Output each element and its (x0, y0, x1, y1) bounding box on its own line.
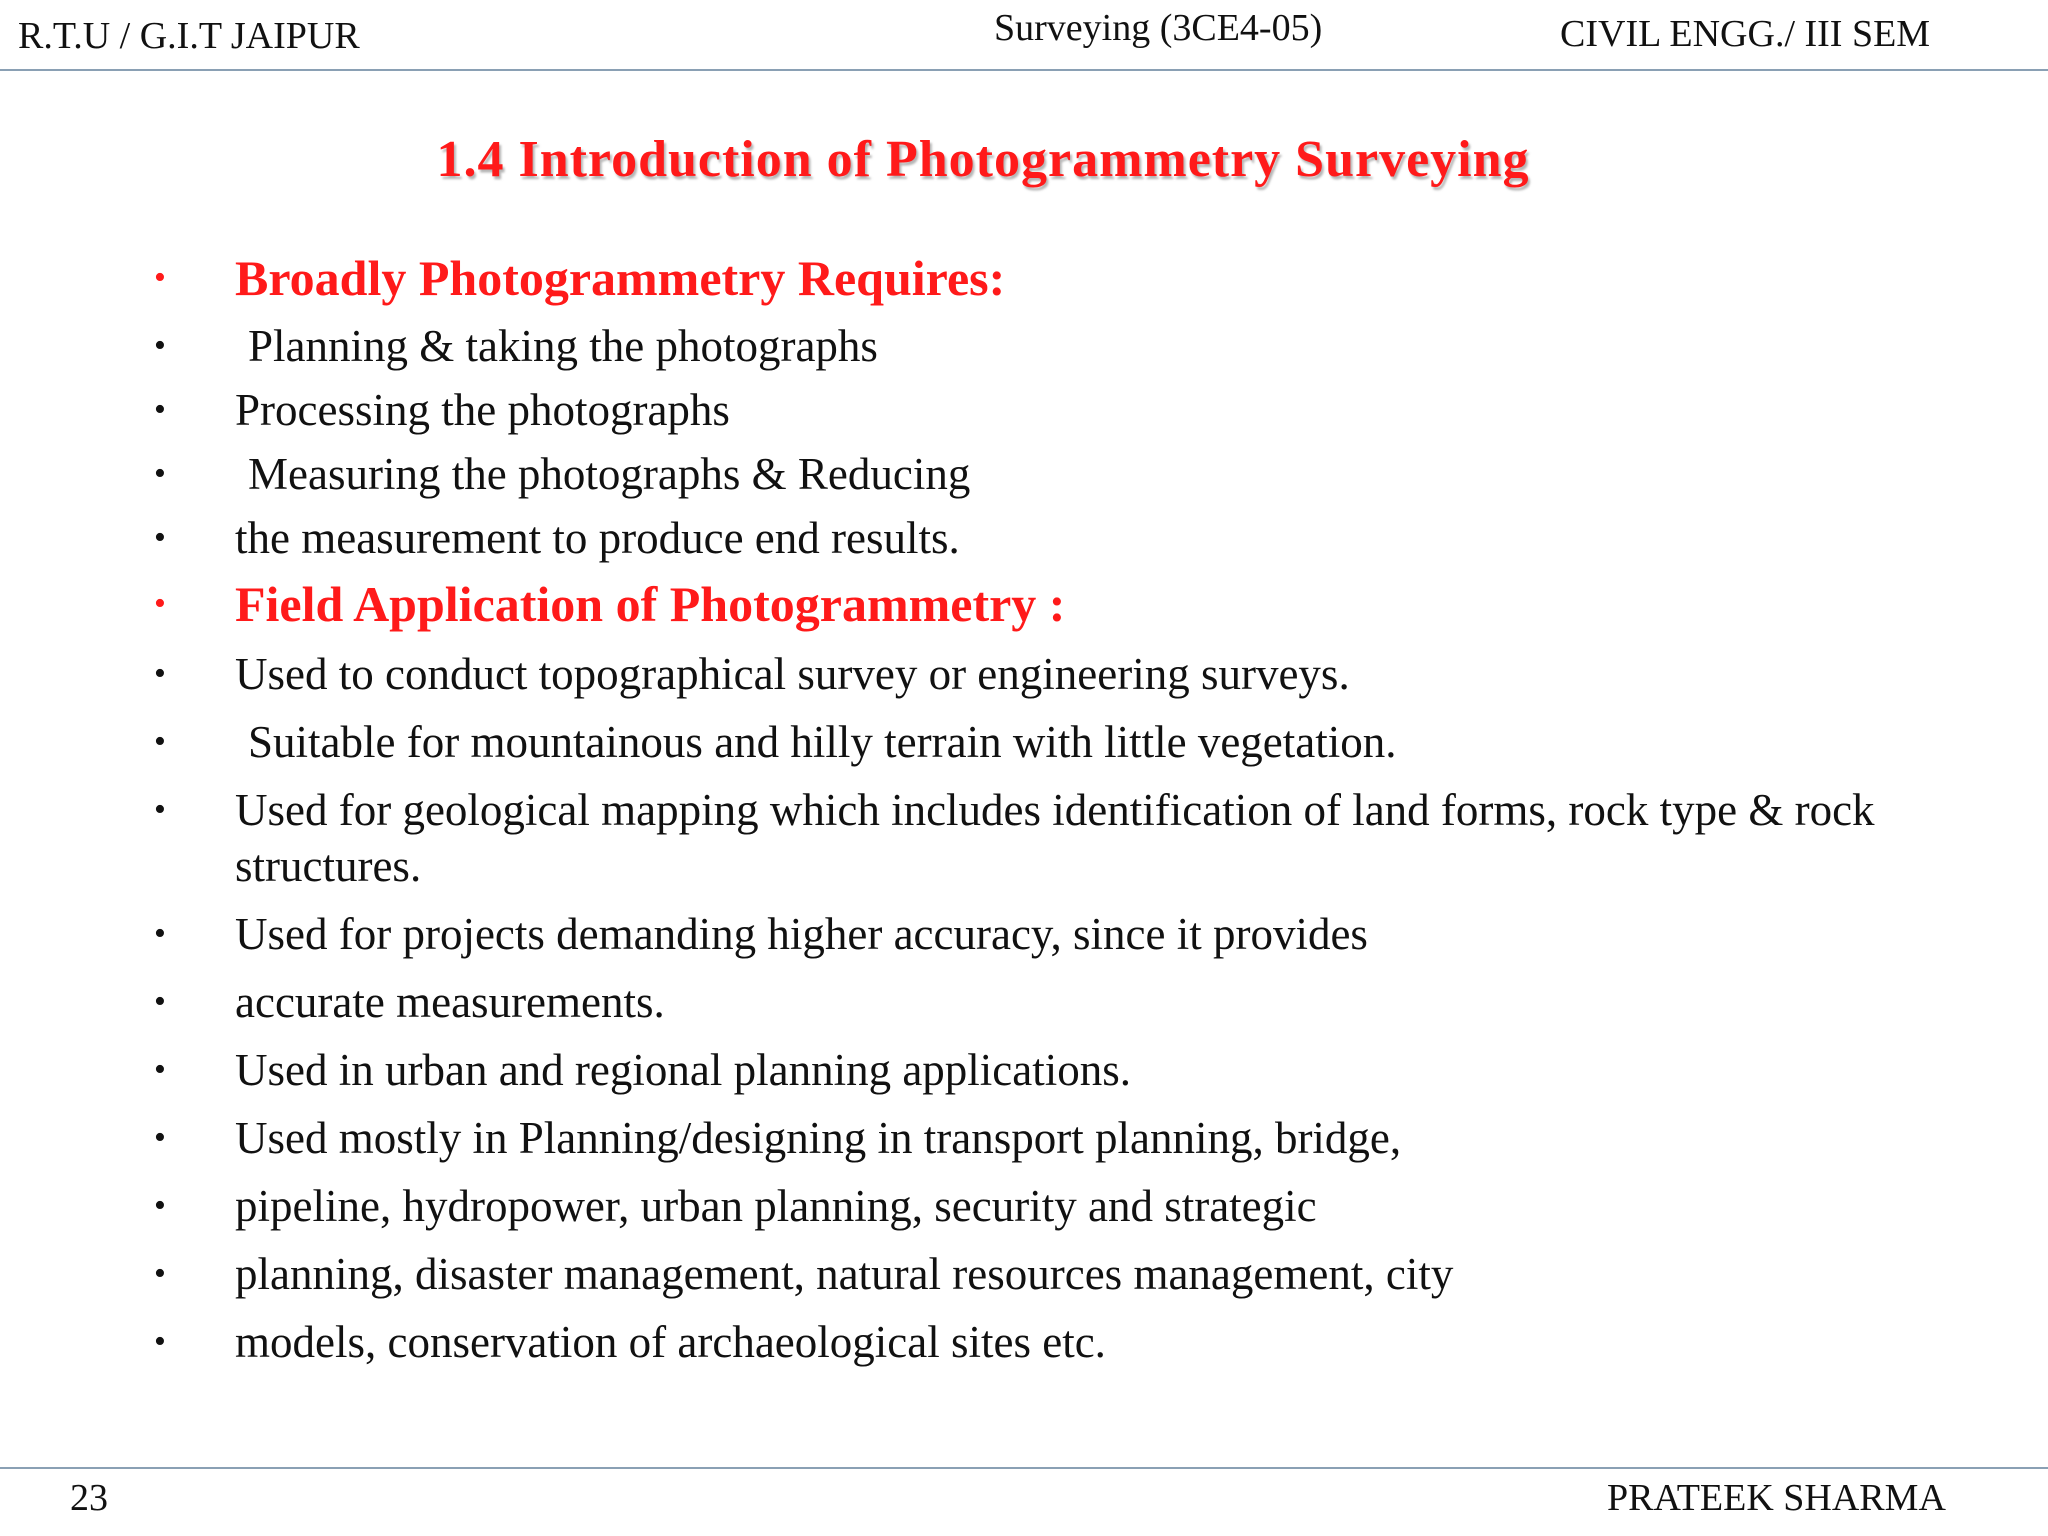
bullet-icon: • (154, 455, 166, 492)
list-item-text: Planning & taking the photographs (248, 321, 878, 371)
list-item-text: Broadly Photogrammetry Requires: (235, 250, 1006, 306)
bullet-icon: • (154, 1051, 166, 1088)
page-number: 23 (70, 1477, 108, 1519)
bullet-icon: • (154, 1255, 166, 1292)
list-item-text: Measuring the photographs & Reducing (248, 449, 971, 499)
header-institute: R.T.U / G.I.T JAIPUR (18, 15, 360, 57)
header-subject: Surveying (3CE4-05) (994, 7, 1323, 49)
list-item-text: Processing the photographs (235, 385, 730, 435)
bullet-icon: • (154, 391, 166, 428)
list-item-text: models, conservation of archaeological sites etc. (235, 1317, 1106, 1367)
list-item-text: Used mostly in Planning/designing in transport planning, bridge, (235, 1113, 1402, 1163)
header-course: CIVIL ENGG./ III SEM (1560, 13, 1931, 55)
bullet-icon: • (154, 585, 166, 622)
list-item-text: Used for projects demanding higher accuracy, since it provides (235, 909, 1368, 959)
footer-author: PRATEEK SHARMA (1607, 1477, 1946, 1519)
footer-divider (0, 1467, 2048, 1469)
list-item-text: Used for geological mapping which includes identification of land forms, rock type & rock structures. (235, 785, 1875, 891)
bullet-icon: • (154, 983, 166, 1020)
bullet-icon: • (154, 259, 166, 296)
bullet-icon: • (154, 915, 166, 952)
list-item-text: Field Application of Photogrammetry : (235, 576, 1066, 632)
bullet-icon: • (154, 1119, 166, 1156)
list-item-text: accurate measurements. (235, 977, 665, 1027)
bullet-icon: • (154, 519, 166, 556)
bullet-icon: • (154, 327, 166, 364)
list-item-text: Used to conduct topographical survey or engineering surveys. (235, 649, 1350, 699)
header-divider (0, 69, 2048, 71)
list-item-text: Used in urban and regional planning applications. (235, 1045, 1132, 1095)
list-item-text: planning, disaster management, natural resources management, city (235, 1249, 1454, 1299)
list-item-text: the measurement to produce end results. (235, 513, 960, 563)
list-item-text: pipeline, hydropower, urban planning, security and strategic (235, 1181, 1317, 1231)
bullet-icon: • (154, 791, 166, 828)
list-item-text: Suitable for mountainous and hilly terrain with little vegetation. (248, 717, 1397, 767)
bullet-icon: • (154, 655, 166, 692)
bullet-icon: • (154, 1323, 166, 1360)
bullet-icon: • (154, 1187, 166, 1224)
slide-title: 1.4 Introduction of Photogrammetry Surveying (436, 131, 1530, 188)
bullet-icon: • (154, 723, 166, 760)
